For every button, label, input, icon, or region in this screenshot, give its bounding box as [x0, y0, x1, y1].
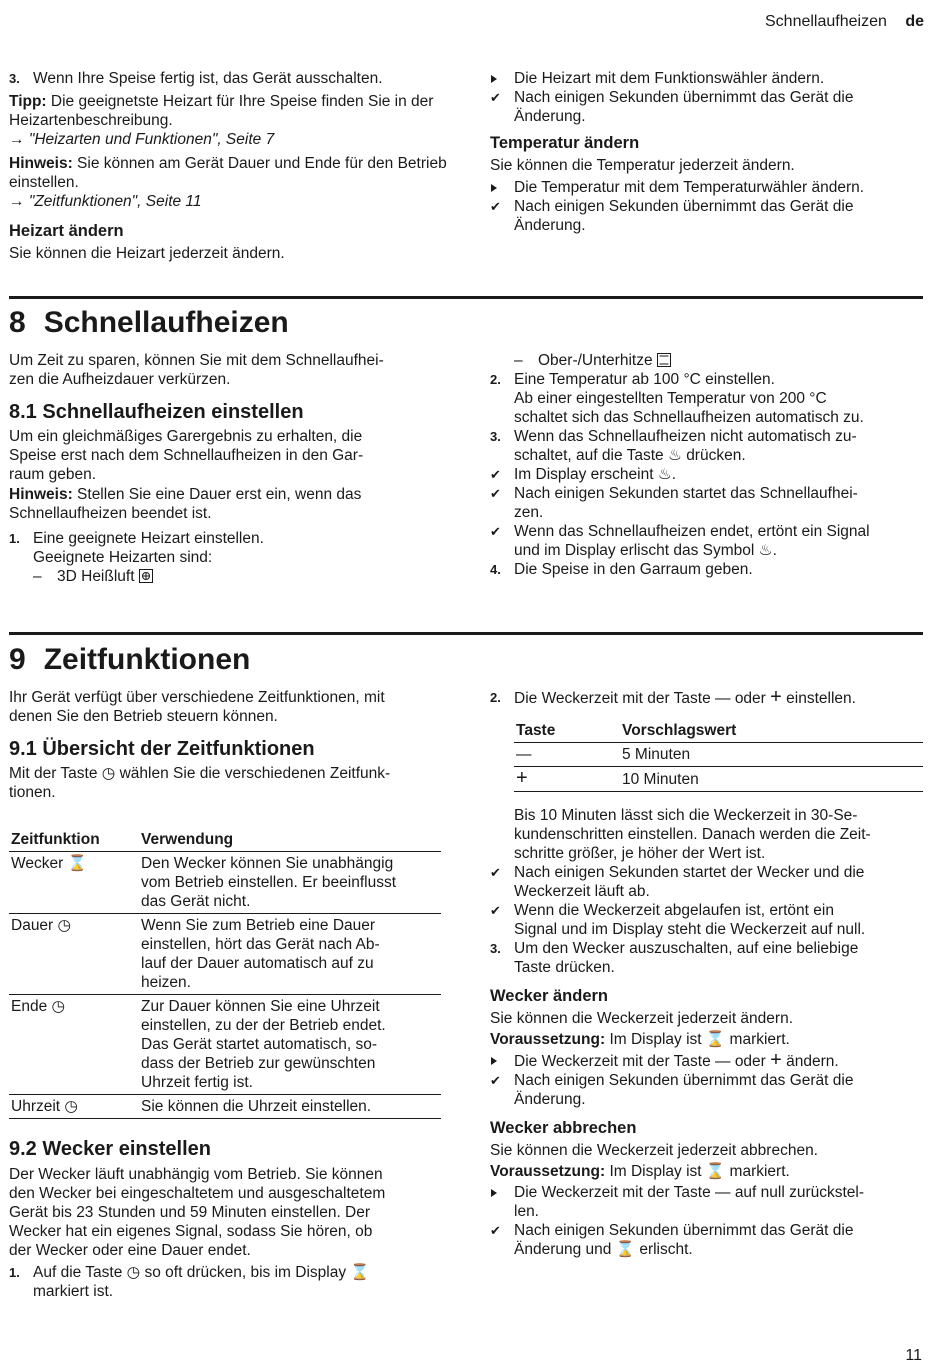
- result-text: Weckerzeit läuft ab.: [514, 883, 650, 900]
- checkmark-icon: ✔: [490, 90, 501, 105]
- hot-air-fan-icon: [139, 569, 153, 583]
- step-text: Ab einer eingestellten Temperatur von 200 °C: [514, 390, 827, 407]
- instruction-text: Die Weckerzeit mit der Taste: [514, 1053, 711, 1070]
- bullet-triangle-icon: [491, 1057, 497, 1065]
- function-name: Uhrzeit: [11, 1098, 61, 1115]
- plus-icon: +: [770, 1049, 782, 1071]
- subsection-heading: 8.1 Schnellaufheizen einstellen: [9, 401, 304, 423]
- step-text: oder: [734, 690, 766, 707]
- step-number: 1.: [9, 1265, 20, 1280]
- plus-icon: +: [770, 686, 782, 708]
- tip-text: Die geeignetste Heizart für Ihre Speise finden Sie in der Heizartenbeschreibung.: [9, 93, 434, 129]
- checkmark-icon: ✔: [490, 1223, 501, 1238]
- checkmark-icon: ✔: [490, 865, 501, 880]
- subheading: Temperatur ändern: [490, 134, 640, 152]
- step-text: Wenn Ihre Speise fertig ist, das Gerät ausschalten.: [33, 70, 383, 87]
- paragraph-line: der Wecker oder eine Dauer endet.: [9, 1242, 251, 1259]
- result-text: Nach einigen Sekunden übernimmt das Gerät die: [514, 1072, 854, 1089]
- result-text: Nach einigen Sekunden startet das Schnellaufhei-: [514, 485, 858, 502]
- step-number: 3.: [9, 71, 20, 86]
- paragraph-line: wählen Sie die verschiedenen Zeitfunk-: [119, 765, 391, 782]
- section-number: 9: [9, 643, 26, 676]
- step-text: Die Speise in den Garraum geben.: [514, 561, 753, 578]
- step-number: 2.: [490, 690, 501, 705]
- clock-icon: ◷: [101, 765, 116, 782]
- function-name: Dauer: [11, 917, 54, 934]
- precondition-text: markiert.: [729, 1031, 790, 1048]
- checkmark-icon: ✔: [490, 486, 501, 501]
- tip-label: Tipp:: [9, 93, 47, 110]
- note-label: Hinweis:: [9, 486, 73, 503]
- step-text: markiert ist.: [33, 1283, 114, 1300]
- function-name: Wecker: [11, 855, 64, 872]
- paragraph-line: Der Wecker läuft unabhängig vom Betrieb. Sie können: [9, 1166, 383, 1183]
- minus-icon: —: [516, 746, 532, 763]
- instruction-text: ändern.: [786, 1053, 839, 1070]
- hourglass-icon: ⌛: [67, 855, 87, 872]
- bullet-triangle-icon: [491, 75, 497, 83]
- table-row: [9, 914, 441, 995]
- result-text: erlischt.: [639, 1241, 693, 1258]
- instruction-text: len.: [514, 1203, 539, 1220]
- intro-line: Um Zeit zu sparen, können Sie mit dem Schnellaufhei-: [9, 352, 384, 369]
- paragraph-line: Mit der Taste: [9, 765, 98, 782]
- table-header: Vorschlagswert: [620, 719, 923, 743]
- paragraph-line: tionen.: [9, 784, 56, 801]
- result-text: Wenn das Schnellaufheizen endet, ertönt ein Signal: [514, 523, 870, 540]
- running-header: [765, 12, 924, 31]
- checkmark-icon: ✔: [490, 1073, 501, 1088]
- heating-option: Ober-/Unterhitze: [538, 352, 653, 369]
- table-cell: heizen.: [141, 974, 191, 991]
- top-bottom-heat-icon: [657, 353, 671, 367]
- paragraph-line: Gerät bis 23 Stunden und 59 Minuten einstellen. Der: [9, 1204, 371, 1221]
- table-row: [514, 743, 923, 767]
- hourglass-icon: ⌛: [705, 1031, 726, 1048]
- result-text: zen.: [514, 504, 544, 521]
- table-cell: Zur Dauer können Sie eine Uhrzeit: [141, 998, 380, 1015]
- result-text: Nach einigen Sekunden startet der Wecker und die: [514, 864, 865, 881]
- table-cell: das Gerät nicht.: [141, 893, 251, 910]
- checkmark-icon: ✔: [490, 903, 501, 918]
- subheading: Heizart ändern: [9, 222, 124, 240]
- paragraph: Sie können die Temperatur jederzeit ändern.: [490, 157, 795, 174]
- section9-right-lower: [490, 806, 926, 1259]
- step-text: einstellen.: [786, 690, 856, 707]
- arrow-icon: →: [9, 131, 25, 148]
- cross-reference-link[interactable]: "Zeitfunktionen", Seite 11: [28, 193, 202, 210]
- precondition-text: Im Display ist: [609, 1163, 702, 1180]
- hourglass-icon: ⌛: [705, 1163, 726, 1180]
- instruction-text: oder: [734, 1053, 766, 1070]
- instruction-text: auf null zurückstel-: [734, 1184, 865, 1201]
- paragraph-line: raum geben.: [9, 466, 97, 483]
- intro-line: zen die Aufheizdauer verkürzen.: [9, 371, 231, 388]
- step-number: 2.: [490, 372, 501, 387]
- section9-right-column: [490, 688, 926, 708]
- section8-left-column: Um Zeit zu sparen, können Sie mit dem Schnellaufhei- zen die Aufheizdauer verkürzen. 8.1 Schnellaufheizen einstellen Um ein gleichmäßiges Garergebnis zu erhalten, die Speise erst nach dem Schnellaufheizen in den Gar- raum geben. Hinweis: Stellen Sie eine Dauer erst ein, wenn das Schnellaufheizen beendet ist. 1. Eine geeignete Heizart einstellen. Geeignete Heizarten sind: – 3D Heißluft: [9, 351, 449, 586]
- table-cell: 10 Minuten: [620, 767, 923, 792]
- section-heading: [9, 306, 289, 340]
- clock-icon: ◷: [64, 1098, 78, 1115]
- table-cell: einstellen, zu der der Betrieb endet.: [141, 1017, 386, 1034]
- function-name: Ende: [11, 998, 48, 1015]
- note-text: Stellen Sie eine Dauer erst ein, wenn das: [77, 486, 362, 503]
- table-cell: 5 Minuten: [620, 743, 923, 767]
- header-title: Schnellaufheizen: [765, 13, 887, 30]
- checkmark-icon: ✔: [490, 467, 501, 482]
- paragraph-line: Wecker hat ein eigenes Signal, sodass Sie hören, ob: [9, 1223, 373, 1240]
- precondition-text: Im Display ist: [609, 1031, 702, 1048]
- table-cell: vom Betrieb einstellen. Er beeinflusst: [141, 874, 397, 891]
- clock-icon: ◷: [51, 998, 66, 1015]
- result-text: Änderung und: [514, 1241, 612, 1258]
- result-text: Signal und im Display steht die Weckerzeit auf null.: [514, 921, 866, 938]
- intro-line: denen Sie den Betrieb steuern können.: [9, 708, 278, 725]
- table-row: [514, 767, 923, 792]
- section8-right-column: – Ober-/Unterhitze 2. Eine Temperatur ab 100 °C einstellen. Ab einer eingestellten Temperatur von 200 °C schaltet sich das Schnellaufheizen automatisch zu. 3. Wenn das Schnellaufheizen nicht automatisch zu- schaltet, auf die Taste ♨ drücken. ✔ Im Display erscheint ♨. ✔ Nach einigen Sekunden startet das Schnellaufhei- zen. ✔ Wenn das Schnellaufheizen endet, ertönt ein Signal und im Display erlischt das Symbol ♨. 4. Die Speise in den Garraum geben.: [490, 351, 926, 579]
- subheading: Wecker abbrechen: [490, 1119, 637, 1137]
- step-text: Eine geeignete Heizart einstellen.: [33, 530, 264, 547]
- paragraph-line: den Wecker bei eingeschaltetem und ausgeschaltetem: [9, 1185, 386, 1202]
- instruction-text: Die Heizart mit dem Funktionswähler ändern.: [514, 70, 825, 87]
- step-text: so oft drücken, bis im Display: [144, 1264, 347, 1281]
- step-text: schaltet, auf die Taste: [514, 447, 664, 464]
- top-right-column: [490, 69, 926, 235]
- instruction-text: Die Temperatur mit dem Temperaturwähler ändern.: [514, 179, 865, 196]
- table-header: Zeitfunktion: [9, 830, 139, 852]
- table-header: Taste: [514, 719, 620, 743]
- step-number: 3.: [490, 429, 501, 444]
- checkmark-icon: ✔: [490, 199, 501, 214]
- section-heading: [9, 643, 250, 677]
- step-text: Wenn das Schnellaufheizen nicht automatisch zu-: [514, 428, 857, 445]
- result-text: Änderung.: [514, 1091, 586, 1108]
- cross-reference-link[interactable]: "Heizarten und Funktionen", Seite 7: [28, 131, 275, 148]
- precondition-text: markiert.: [729, 1163, 790, 1180]
- subheading: Wecker ändern: [490, 987, 608, 1005]
- rapid-heat-icon: ♨: [758, 542, 773, 559]
- step-text: Um den Wecker auszuschalten, auf eine beliebige: [514, 940, 859, 957]
- table-cell: Den Wecker können Sie unabhängig: [141, 855, 394, 872]
- bullet-triangle-icon: [491, 184, 497, 192]
- paragraph-line: kundenschritten einstellen. Danach werden die Zeit-: [514, 826, 871, 843]
- step-text: drücken.: [686, 447, 746, 464]
- result-text: Nach einigen Sekunden übernimmt das Gerät die: [514, 1222, 854, 1239]
- paragraph: Sie können die Heizart jederzeit ändern.: [9, 245, 285, 262]
- section-divider: [9, 632, 923, 635]
- heating-option: 3D Heißluft: [57, 568, 135, 585]
- checkmark-icon: ✔: [490, 524, 501, 539]
- rapid-heat-icon: ♨: [667, 447, 682, 464]
- section9-lower-left: [9, 1140, 449, 1301]
- paragraph-line: Um ein gleichmäßiges Garergebnis zu erhalten, die: [9, 428, 363, 445]
- step-text: Eine Temperatur ab 100 °C einstellen.: [514, 371, 775, 388]
- table-row: [9, 995, 441, 1095]
- step-number: 4.: [490, 562, 501, 577]
- result-text: Im Display erscheint: [514, 466, 654, 483]
- note-label: Hinweis:: [9, 155, 73, 172]
- step-number: 3.: [490, 941, 501, 956]
- section-title: Schnellaufheizen: [43, 306, 289, 339]
- arrow-icon: →: [9, 193, 25, 210]
- table-cell: Das Gerät startet automatisch, so-: [141, 1036, 378, 1053]
- result-text: und im Display erlischt das Symbol: [514, 542, 755, 559]
- result-text: Nach einigen Sekunden übernimmt das Gerät die Änderung.: [514, 198, 854, 234]
- minus-icon: —: [715, 1053, 731, 1070]
- minus-icon: —: [715, 690, 731, 707]
- table-row: [9, 852, 441, 914]
- timer-presets-table: [514, 719, 923, 792]
- section9-left-column: [9, 688, 449, 802]
- hourglass-icon: ⌛: [615, 1241, 636, 1258]
- step-text: Die Weckerzeit mit der Taste: [514, 690, 711, 707]
- hourglass-icon: ⌛: [350, 1264, 370, 1281]
- bullet-triangle-icon: [491, 1189, 497, 1197]
- timer-icon: ◷: [57, 917, 72, 934]
- page-number: 11: [905, 1347, 922, 1364]
- paragraph-line: Speise erst nach dem Schnellaufheizen in den Gar-: [9, 447, 364, 464]
- table-cell: Sie können die Uhrzeit einstellen.: [141, 1098, 372, 1115]
- step-text: Geeignete Heizarten sind:: [33, 549, 213, 566]
- subsection-heading: 9.1 Übersicht der Zeitfunktionen: [9, 738, 315, 760]
- table-row: [9, 1095, 441, 1119]
- step-number: 1.: [9, 531, 20, 546]
- plus-icon: +: [516, 767, 528, 789]
- top-left-column: [9, 69, 449, 263]
- paragraph-line: Bis 10 Minuten lässt sich die Weckerzeit in 30-Se-: [514, 807, 858, 824]
- result-text: Wenn die Weckerzeit abgelaufen ist, ertönt ein: [514, 902, 834, 919]
- instruction-text: Die Weckerzeit mit der Taste: [514, 1184, 711, 1201]
- table-header: Verwendung: [139, 830, 441, 852]
- section-number: 8: [9, 306, 26, 339]
- time-functions-table: [9, 830, 441, 1119]
- table-cell: Wenn Sie zum Betrieb eine Dauer: [141, 917, 376, 934]
- step-text: Auf die Taste: [33, 1264, 123, 1281]
- table-cell: dass der Betrieb zur gewünschten: [141, 1055, 376, 1072]
- step-text: schaltet sich das Schnellaufheizen automatisch zu.: [514, 409, 864, 426]
- paragraph: Sie können die Weckerzeit jederzeit ändern.: [490, 1010, 793, 1027]
- result-text: Nach einigen Sekunden übernimmt das Gerät die Änderung.: [514, 89, 854, 125]
- note-text: Schnellaufheizen beendet ist.: [9, 505, 212, 522]
- paragraph: Sie können die Weckerzeit jederzeit abbrechen.: [490, 1142, 818, 1159]
- minus-icon: —: [715, 1184, 731, 1201]
- section-title: Zeitfunktionen: [43, 643, 251, 676]
- note-text: Sie können am Gerät Dauer und Ende für den Betrieb einstellen.: [9, 155, 447, 191]
- table-cell: Uhrzeit fertig ist.: [141, 1074, 253, 1091]
- intro-line: Ihr Gerät verfügt über verschiedene Zeitfunktionen, mit: [9, 689, 385, 706]
- step-text: Taste drücken.: [514, 959, 615, 976]
- header-language: de: [905, 13, 924, 30]
- rapid-heat-icon: ♨: [657, 466, 672, 483]
- precondition-label: Voraussetzung:: [490, 1031, 606, 1048]
- subsection-heading: 9.2 Wecker einstellen: [9, 1138, 211, 1160]
- precondition-label: Voraussetzung:: [490, 1163, 606, 1180]
- table-cell: lauf der Dauer automatisch auf zu: [141, 955, 374, 972]
- table-cell: einstellen, hört das Gerät nach Ab-: [141, 936, 380, 953]
- paragraph-line: schritte größer, je höher der Wert ist.: [514, 845, 766, 862]
- clock-icon: ◷: [126, 1264, 141, 1281]
- section-divider: [9, 296, 923, 299]
